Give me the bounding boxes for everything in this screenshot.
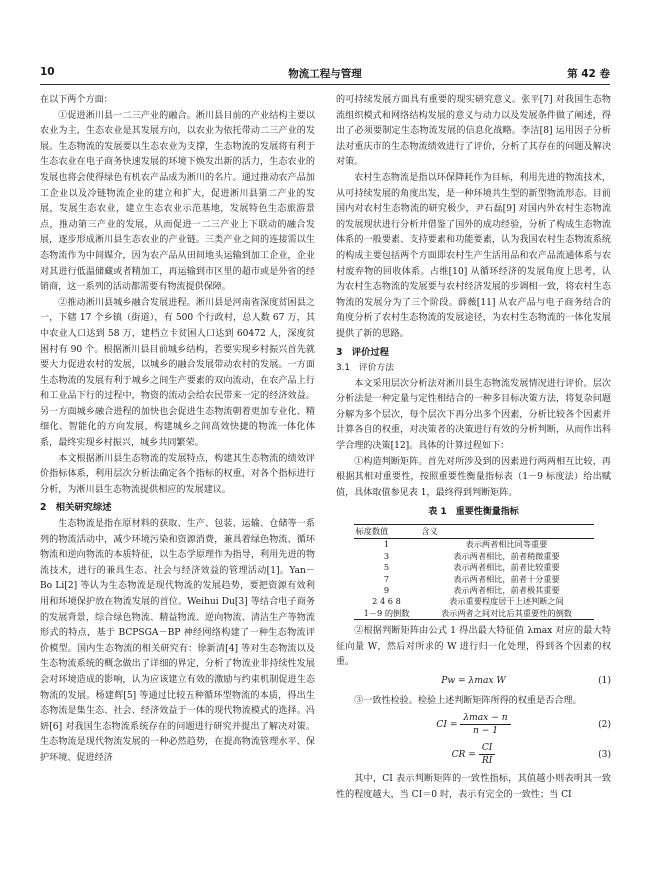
table-row: [354, 596, 594, 607]
paragraph: ①促进淅川县一二三产业的融合。淅川县目前的产业结构主要以农业为主，生态农业是其发展方向，以农业为依托带动二三产业的发展。生态物流的发展要以生态农业为支撑，生态物流的发展将有利于生态农业在电子商务快速发展的环境下焕发出新的活力，生态农业的发展也将会使得绿色有机农产品成为淅川的名片。通过推动农产品加工企业以及冷链物流企业的建立和扩大，促进淅川县第二产业的发展，发展生态农业，建立生态农业示范基地，发展特色生态旅游景点，推动第三产业的发展，从而促进一二三产业上下联动的融合发展，逐步形成淅川县生态农业的产业链。三类产业之间的连接需以生态物流作为中间媒介，因为农产品从田间地头运输到加工企业，企业对其进行低温储藏或者精加工，再运输到市区里的超市或是外省的经销商，这一系列的活动都需要有物流提供保障。: [40, 110, 315, 293]
section-heading: 2 相关研究综述: [40, 502, 112, 514]
volume-label: 第 42 卷: [567, 68, 610, 80]
equation-3: [336, 742, 611, 768]
table-row: [354, 562, 594, 573]
table-cell: 表示两者相比，前者极其重要: [453, 585, 560, 596]
table-cell: 5: [383, 562, 390, 573]
journal-title: 物流工程与管理: [288, 68, 362, 80]
table-cell: 表示两者相比，前者十分重要: [453, 573, 560, 584]
table-caption: 表 1 重要性衡量指标: [428, 507, 519, 518]
page-number: 10: [40, 66, 55, 78]
running-header: [40, 66, 610, 82]
equation-lhs: CR =: [451, 750, 476, 761]
paragraph: ③一致性检验。检验上述判断矩阵所得的权重是否合理。: [354, 695, 582, 706]
table-row: [354, 585, 594, 596]
table-cell: 2 4 6 8: [372, 596, 401, 607]
equation-1: [336, 674, 611, 690]
table-row: [354, 539, 594, 551]
paragraph: 的可持续发展方面具有重要的现实研究意义。张平[7] 对我国生态物流组织模式和网络结构发展的意义与动力以及发展条件做了阐述，得出了必须要制定生态物流发展的信息化战略。李洁[8] 运用因子分析法对重庆市的生态物流绩效进行了评价，分析了其存在的问题及解决对策。: [336, 95, 611, 168]
weight-scale-table: [354, 524, 594, 620]
table-row: [354, 574, 594, 585]
table-header-row: [354, 525, 594, 539]
equation-2: [336, 712, 611, 738]
paragraph: 本文采用层次分析法对淅川县生态物流发展情况进行评价。层次分析法是一种定量与定性相结合的一种多目标决策方法，将复杂问题分解为多个层次，每个层次下再分出多个因素，分析比较各个因素并计算各自的权重，对决策者的决策进行有效的分析判断，从而作出科学合理的决策[12]。具体的计算过程如下：: [336, 378, 611, 452]
left-column: [40, 93, 315, 767]
equation-lhs: CI =: [436, 720, 458, 731]
table-row: [354, 608, 594, 620]
table-cell: 7: [383, 573, 390, 584]
section-heading: 3 评价过程: [336, 346, 389, 358]
paragraph: 本文根据淅川县生态物流的发展特点，构建其生态物流的绩效评价指标体系，利用层次分析法确定各个指标的权重，对各个指标进行分析，为淅川县生态物流提供相应的发展建议。: [40, 453, 315, 495]
paragraph: ①构造判断矩阵。首先对所涉及到的因素进行两两相互比较，再根据其相对重要性，按照重要性衡量指标表（1－9 标度法）给出赋值，具体取值参见表 1，最终得到判断矩阵。: [336, 456, 611, 498]
table-cell: 9: [383, 585, 390, 596]
numerator: λmax − n: [460, 712, 510, 725]
table-cell: 表示两者相比，前者稍微重要: [453, 550, 560, 561]
table-header-cell: 标度数值: [354, 525, 420, 539]
table-header-cell: 含义: [420, 525, 594, 539]
table-row: [354, 551, 594, 562]
paragraph: 农村生态物流是指以环保降耗作为目标，利用先进的物流技术，从可持续发展的角度出发，是一种环境共生型的新型物流形态。目前国内对农村生态物流的研究极少，尹石磊[9] 对国内外农村生态物流的发展现状进行分析并借鉴了国外的成功经验，分析了构成生态物流体系的一般要素、支持要素和功能要素，认为我国农村生态物流系统的构成主要包括两个方面即农村生产生活用品和农产品流通体系与农村废弃物的回收体系。占维[10] 从循环经济的发展角度上思考，认为农村生态物流的发展要与农村经济发展的步调相一致，将农村生态物流的发展分为了三个阶段。薛薇[11] 从农产品与电子商务结合的角度分析了农村生态物流的发展途径，为农村生态物流的一体化发展提供了新的思路。: [336, 172, 611, 339]
fraction: [460, 712, 510, 737]
paragraph: 生态物流是指在原材料的获取、生产、包装、运输、仓储等一系列的物流活动中，减少环境污染和资源消费，兼具着绿色物流、循环物流和逆向物流的本质特征，以生态学原理作为指导，利用先进的物流技术，进行的兼具生态、社会与经济效益的管理活动[1]。Yan－Bo Li[2] 等认为生态物流是现代物流的发展趋势，要把资源有效利用和环境保护放在物流发展的首位。Weihui Du[3] 等结合电子商务的发展背景，综合绿色物流、精益物流、逆向物流、清洁生产等物流形式的特点，基于 BCPSGA－BP 神经网络构建了一种生态物流评价模型。国内生态物流的相关研究有：徐新清[4] 等对生态物流以及生态物流系统的概念做出了详细的界定，分析了物流业非持续性发展会对环境造成的影响，认为应该建立有效的激励与约束机制促进生态物流的发展。杨建辉[5] 等通过比较五种循环型物流的本质，得出生态物流是集生态、社会、经济效益于一体的现代物流模式的选择。冯妍[6] 对我国生态物流系统存在的问题进行研究并提出了解决对策。生态物流是现代物流发展的一种必然趋势，在提高物流管理水平、保护环境、促进经济: [40, 519, 315, 763]
table-cell: 表示两者之间对比后其重要性的倒数: [420, 608, 594, 620]
paragraph: ②推动淅川县城乡融合发展进程。淅川县是河南省深度贫困县之一，下辖 17 个乡镇（街道），有 500 个行政村，总人数 67 万，其中农业人口达到 58 万，建档立卡贫困人口达到 60472 人，深度贫困村有 90 个。根据淅川县目前城乡结构，若要实现乡村振兴首先就要大力促进农村的发展，以城乡的融合发展带动农村的发展。一方面生态物流的发展有利于城乡之间生产要素的双向流动，在农产品上行和工业品下行的过程中，物资的流动会给农民带来一定的经济效益。另一方面城乡融合进程的加快也会促进生态物流朝着更加专业化、精细化、智能化的方向发展，构建城乡之间高效快捷的物流一体化体系，最终实现乡村振兴，城乡共同繁荣。: [40, 297, 315, 449]
table-cell: 3: [383, 550, 390, 561]
equation-body: Pw = λmax W: [441, 676, 506, 687]
numerator: CI: [479, 742, 496, 755]
table-cell: 表示两者相比，前者比较重要: [453, 562, 560, 573]
paragraph: 其中，CI 表示判断矩阵的一致性指标，其值越小则表明其一致性的程度越大，当 CI＝0 时，表示有完全的一致性；当 CI: [336, 774, 611, 800]
paragraph: 在以下两个方面：: [40, 95, 113, 105]
header-rule: [40, 84, 610, 85]
subsection-heading: 3.1 评价方法: [336, 363, 394, 374]
denominator: RI: [481, 756, 493, 767]
paragraph: ②根据判断矩阵由公式 1 得出最大特征值 λmax 对应的最大特征向量 W，然后对所求的 W 进行归一化处理，得到各个因素的权重。: [336, 626, 611, 668]
right-column: [336, 93, 611, 803]
denominator: n − 1: [472, 726, 498, 737]
table-cell: 1: [383, 539, 390, 550]
equation-number: (1): [598, 676, 611, 687]
table-cell: 表示两者相比同等重要: [465, 539, 548, 550]
equation-number: (3): [598, 750, 611, 761]
table-cell: 表示重要程度居于上述判断之间: [449, 596, 564, 607]
fraction: [479, 742, 496, 767]
table-cell: 1－9 的倒数: [354, 608, 420, 620]
equation-number: (2): [598, 720, 611, 731]
